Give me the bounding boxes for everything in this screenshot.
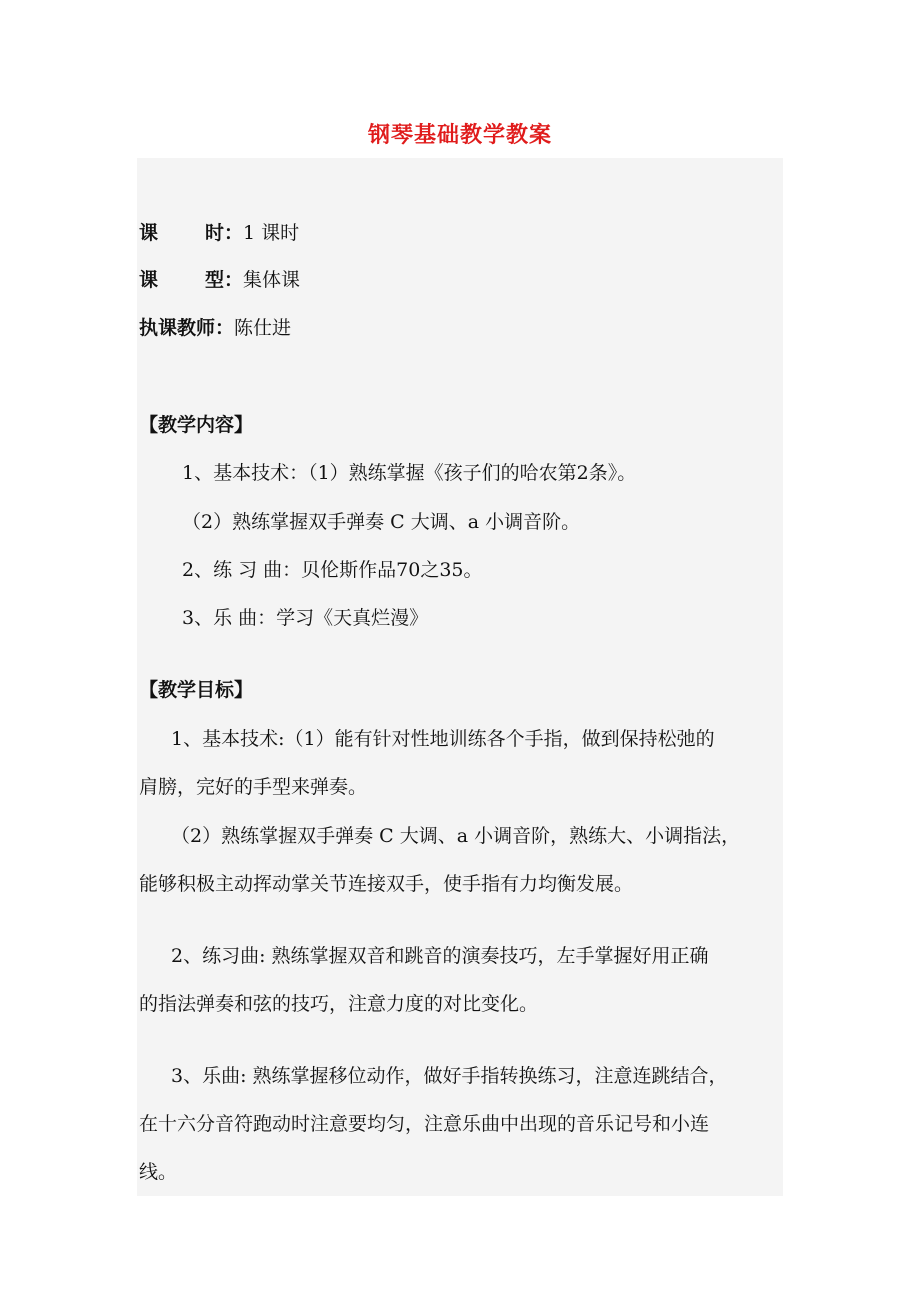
info-type-value: 集体课: [243, 269, 301, 291]
goals-p4-line-a: 3、乐曲: 熟练掌握移位动作，做好手指转换练习，注意连跳结合，: [171, 1065, 728, 1087]
goals-p4-line-b: 在十六分音符跑动时注意要均匀，注意乐曲中出现的音乐记号和小连: [139, 1113, 710, 1135]
goals-p1-line-a: 1、基本技术:（1）能有针对性地训练各个手指，做到保持松弛的: [171, 728, 715, 750]
goals-heading: 【教学目标】: [139, 679, 254, 701]
info-teacher: [139, 315, 291, 341]
info-type-label-a: 课: [139, 269, 159, 291]
goals-p3-line-b: 的指法弹奏和弦的技巧，注意力度的对比变化。: [139, 993, 539, 1015]
goals-p2-line-a: （2）熟练掌握双手弹奏 C 大调、a 小调音阶，熟练大、小调指法，: [171, 825, 741, 847]
goals-p1-line-b: 肩膀，完好的手型来弹奏。: [139, 776, 368, 798]
goals-p3-line-a: 2、练习曲: 熟练掌握双音和跳音的演奏技巧，左手掌握好用正确: [171, 945, 709, 967]
info-type: [139, 267, 300, 293]
info-teacher-label: 执课教师：: [139, 317, 235, 339]
content-line-3: 2、练 习 曲：贝伦斯作品70之35。: [182, 559, 483, 581]
goals-p4-line-c: 线。: [139, 1161, 178, 1183]
content-line-1: 1、基本技术：（1）熟练掌握《孩子们的哈农第2条》。: [182, 462, 637, 484]
info-teacher-value: 陈仕进: [234, 317, 292, 339]
info-hours-label-a: 课: [139, 222, 159, 244]
goals-p2-line-b: 能够积极主动挥动掌关节连接双手，使手指有力均衡发展。: [139, 873, 634, 895]
info-hours-value: 1 课时: [243, 222, 300, 244]
info-hours-label-b: 时：: [205, 222, 244, 244]
content-line-4: 3、乐 曲：学习《天真烂漫》: [182, 607, 429, 629]
info-type-label-b: 型：: [205, 269, 244, 291]
content-heading: 【教学内容】: [139, 414, 254, 436]
document-title: 钢琴基础教学教案: [367, 122, 552, 148]
content-line-2: （2）熟练掌握双手弹奏 C 大调、a 小调音阶。: [182, 511, 581, 533]
info-hours: [139, 220, 299, 246]
